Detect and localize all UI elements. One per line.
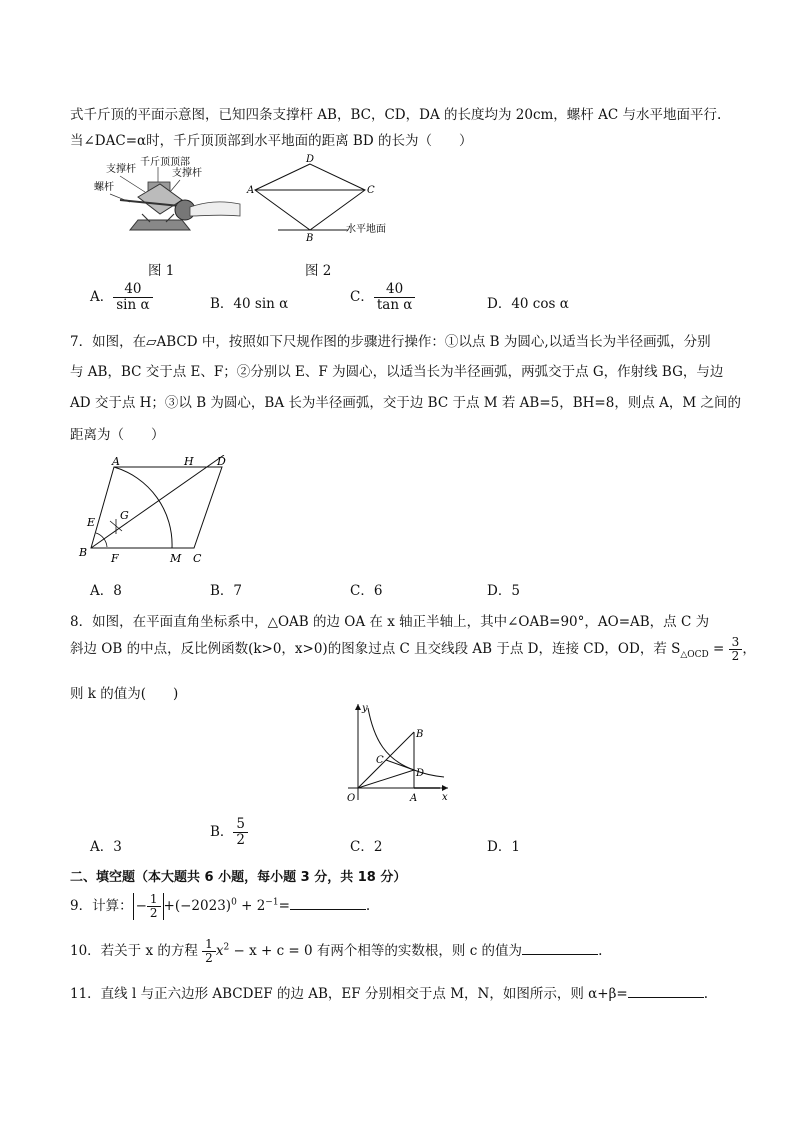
fig2-label-ground: 水平地面 [346,224,386,235]
section2-title: 二、填空题（本大题共 6 小题，每小题 3 分，共 18 分） [70,870,407,885]
q8-line2: 斜边 OB 的中点，反比例函数(k>0，x>0)的图象过点 C 且交线段 AB 于点 D，连接 CD，OD，若 $S_{\triangle OCD}$ = $\frac{3}{2}$ ， [70,635,756,664]
q9-answer-blank[interactable] [290,897,366,910]
q8-label-D: D [416,768,425,779]
q8-label-O: O [347,793,356,804]
fig1-label-rod-left: 支撑杆 [106,164,136,175]
q8-figure [340,700,460,810]
fig2-label-D: D [306,154,315,165]
q7-line3: AD 交于点 H；③以 B 为圆心，BA 长为半径画弧，交于边 BC 于点 M 若 AB=5，BH=8，则点 A，M 之间的 [70,395,741,411]
q7-figure [76,455,246,570]
q7-line4: 距离为（ ） [70,427,165,443]
q7-label-E: E [87,516,96,529]
q6-option-c: C． $\frac{40}{\text{tan α}}$ [350,282,415,313]
q6-option-a: A． $\frac{40}{\text{sin α}}$ [90,282,153,313]
fig2-label-B: B [306,233,314,244]
q7-label-A: A [112,455,120,468]
fig2-label-C: C [367,185,375,196]
q6-line1: 式千斤顶的平面示意图，已知四条支撑杆 AB，BC，CD，DA 的长度均为 20cm，螺杆 AC 与水平地面平行. [70,107,722,123]
fig1-caption: 图 1 [148,263,175,279]
q6-figure2 [240,150,400,245]
q8-option-d: D．1 [487,839,520,855]
q7-line2: 与 AB，BC 交于点 E、F；②分别以 E、F 为圆心，以适当长为半径画弧，两弧交于点 G，作射线 BG，与边 [70,364,724,380]
q10-answer-blank[interactable] [522,942,598,955]
q7-label-H: H [184,455,194,468]
q8-label-B: B [416,729,424,740]
q8-line1: 8．如图，在平面直角坐标系中，△OAB 的边 OA 在 x 轴正半轴上，其中∠OAB=90°，AO=AB，点 C 为 [70,614,710,630]
fig1-label-screw: 螺杆 [94,182,114,193]
q8-label-C: C [376,755,384,766]
q10: 10．若关于 x 的方程 $\frac{1}{2}$ $x^2 - x + c = 0$ 有两个相等的实数根，则 c 的值为 . [70,937,603,966]
q7-option-b: B．7 [210,583,243,599]
q7-label-G: G [120,509,129,522]
q8-label-y: y [362,703,368,714]
q7-option-a: A．8 [90,583,122,599]
q8-option-b: B． $\frac{5}{2}$ [210,817,248,848]
q7-label-M: M [170,552,182,565]
q8-option-a: A．3 [90,839,122,855]
q11: 11．直线 l 与正六边形 ABCDEF 的边 AB，EF 分别相交于点 M，N，如图所示，则 α+β= . [70,986,708,1002]
q9: 9．计算： − $\frac{1}{2}$ $+(-2023)^0 + 2^{-1}=$ . [70,892,371,921]
q8-label-x: x [442,792,448,803]
q6-option-b: B．40 sin α [210,296,289,312]
q8-line3: 则 k 的值为( ) [70,686,179,702]
fig1-label-top: 千斤顶顶部 [140,157,190,168]
q8-option-c: C．2 [350,839,383,855]
fig2-label-A: A [247,185,255,196]
q6-option-d: D．40 cos α [487,296,569,312]
q7-label-B: B [79,546,88,559]
q7-option-c: C．6 [350,583,383,599]
q7-label-D: D [217,455,226,468]
q7-label-F: F [111,552,119,565]
fig2-caption: 图 2 [305,263,332,279]
q7-label-C: C [193,552,202,565]
q8-label-A: A [410,793,418,804]
q7-option-d: D．5 [487,583,520,599]
q11-answer-blank[interactable] [628,985,704,998]
q6-figure1 [90,152,250,252]
q7-line1: 7．如图，在▱ABCD 中，按照如下尺规作图的步骤进行操作：①以点 B 为圆心,以适当长为半径画弧，分别 [70,334,711,350]
fig1-label-rod-right: 支撑杆 [172,168,202,179]
q6-line2: 当∠DAC=α时，千斤顶顶部到水平地面的距离 BD 的长为（ ） [70,133,473,149]
